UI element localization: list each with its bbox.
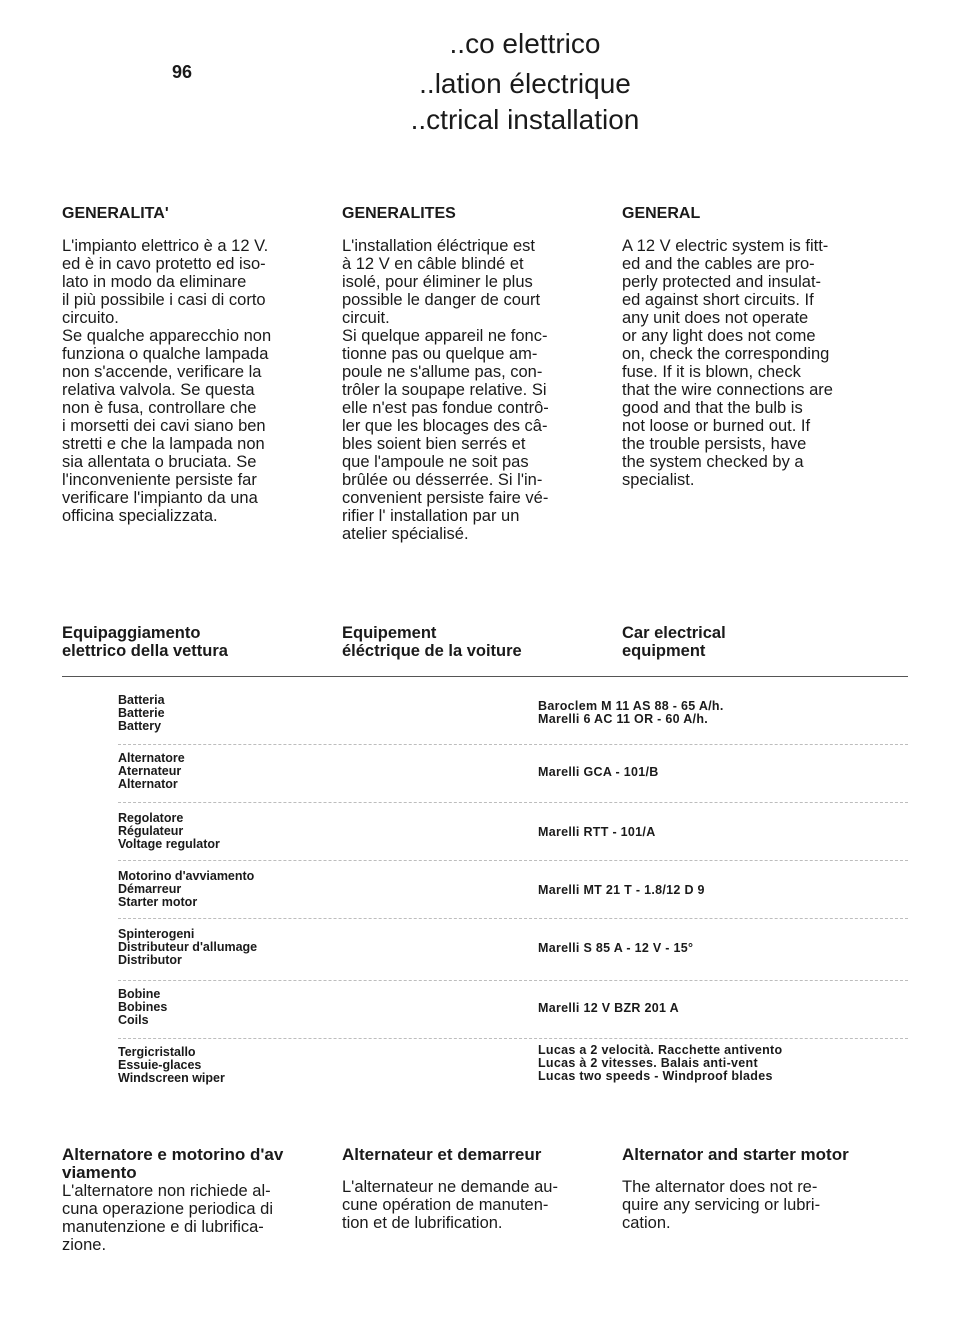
- row-spec: Marelli 12 V BZR 201 A: [538, 1001, 679, 1015]
- page-number: 96: [172, 62, 193, 82]
- general-english-text: A 12 V electric system is fitt- ed and the cables are pro- perly protected and insulat- ed against short circuits. If any unit does not operate or any light does not come on, check the corresponding fuse. If it is blown, check that the wire connections are good and that the bulb is not loose or burned out. If the trouble persists, have the system checked by a specialist.: [622, 237, 833, 489]
- alternator-english: [622, 1146, 892, 1232]
- row-separator: [118, 744, 908, 745]
- equipment-title-italian: Equipaggiamento elettrico della vettura: [62, 624, 228, 660]
- table-row: [62, 694, 908, 744]
- alternator-french-heading: Alternateur et demarreur: [342, 1145, 542, 1164]
- row-separator: [118, 860, 908, 861]
- table-row: [62, 812, 908, 862]
- alternator-french-text: L'alternateur ne demande au- cune opération de manuten- tion et de lubrification.: [342, 1178, 558, 1232]
- equipment-table: [62, 676, 908, 1088]
- general-italian-text: L'impianto elettrico è a 12 V. ed è in cavo protetto ed iso- lato in modo da eliminare il più possibile i casi di corto circuito. Se qualche apparecchio non funziona o qualche lampada non s'accende, verificare la relativa valvola. Se questa non è fusa, controllare che i morsetti dei cavi siano ben stretti e che la lampada non sia allentata o bruciata. Se l'inconveniente persiste far verificare l'impianto da una officina specializzata.: [62, 237, 272, 525]
- table-top-rule: [62, 676, 908, 677]
- alternator-italian: [62, 1146, 332, 1254]
- title-english: ..ctrical installation: [410, 104, 640, 135]
- general-italian-heading: GENERALITA': [62, 205, 169, 222]
- general-french-text: L'installation éléctrique est à 12 V en câble blindé et isolé, pour éliminer le plus possible le danger de court circuit. Si quelque appareil ne fonc- tionne pas ou quelque am- poule ne s'allume pas, con- trôler la soupape relative. Si elle n'est pas fondue contrô- ler que les blocages des câ- bles soient bien serrés et que l'ampoule ne soit pas brûlée ou désserrée. Si l'in- convenient persiste faire vé- rifier l' installation par un atelier spécialisé.: [342, 237, 549, 543]
- general-french-heading: GENERALITES: [342, 205, 456, 222]
- row-separator: [118, 918, 908, 919]
- table-row: [62, 870, 908, 920]
- alternator-italian-text: L'alternatore non richiede al- cuna operazione periodica di manutenzione e di lubrifica- zione.: [62, 1182, 273, 1254]
- row-desc: Batteria Batterie Battery: [118, 693, 165, 733]
- table-row: [62, 928, 908, 978]
- general-italian: [62, 205, 332, 525]
- alternator-english-heading: Alternator and starter motor: [622, 1145, 849, 1164]
- equipment-title-english: Car electrical equipment: [622, 624, 726, 660]
- table-row: [62, 752, 908, 802]
- general-english: [622, 205, 892, 489]
- alternator-french: [342, 1146, 612, 1232]
- row-desc: Tergicristallo Essuie-glaces Windscreen wiper: [118, 1045, 225, 1085]
- row-spec: Marelli GCA - 101/B: [538, 765, 659, 779]
- row-spec: Marelli S 85 A - 12 V - 15°: [538, 941, 694, 955]
- title-italian: ..co elettrico: [449, 28, 601, 59]
- row-desc: Regolatore Régulateur Voltage regulator: [118, 811, 220, 851]
- table-row: [62, 988, 908, 1038]
- general-english-heading: GENERAL: [622, 205, 701, 222]
- row-spec: Marelli MT 21 T - 1.8/12 D 9: [538, 883, 705, 897]
- row-spec: Baroclem M 11 AS 88 - 65 A/h. Marelli 6 AC 11 OR - 60 A/h.: [538, 699, 724, 726]
- equipment-title-french: Equipement éléctrique de la voiture: [342, 624, 522, 660]
- row-separator: [118, 802, 908, 803]
- row-spec: Lucas a 2 velocità. Racchette antivento Lucas à 2 vitesses. Balais anti-vent Lucas two speeds - Windproof blades: [538, 1043, 783, 1083]
- row-desc: Spinterogeni Distributeur d'allumage Distributor: [118, 927, 258, 967]
- row-desc: Bobine Bobines Coils: [118, 987, 168, 1027]
- row-separator: [118, 980, 908, 981]
- title-french: ..lation électrique: [419, 68, 631, 99]
- row-desc: Motorino d'avviamento Démarreur Starter motor: [118, 869, 255, 909]
- row-desc: Alternatore Aternateur Alternator: [118, 751, 185, 791]
- alternator-italian-heading: Alternatore e motorino d'av viamento: [62, 1145, 284, 1182]
- row-spec: Marelli RTT - 101/A: [538, 825, 656, 839]
- row-separator: [118, 1038, 908, 1039]
- table-row: [62, 1043, 908, 1096]
- general-french: [342, 205, 612, 543]
- alternator-english-text: The alternator does not re- quire any servicing or lubri- cation.: [622, 1178, 821, 1232]
